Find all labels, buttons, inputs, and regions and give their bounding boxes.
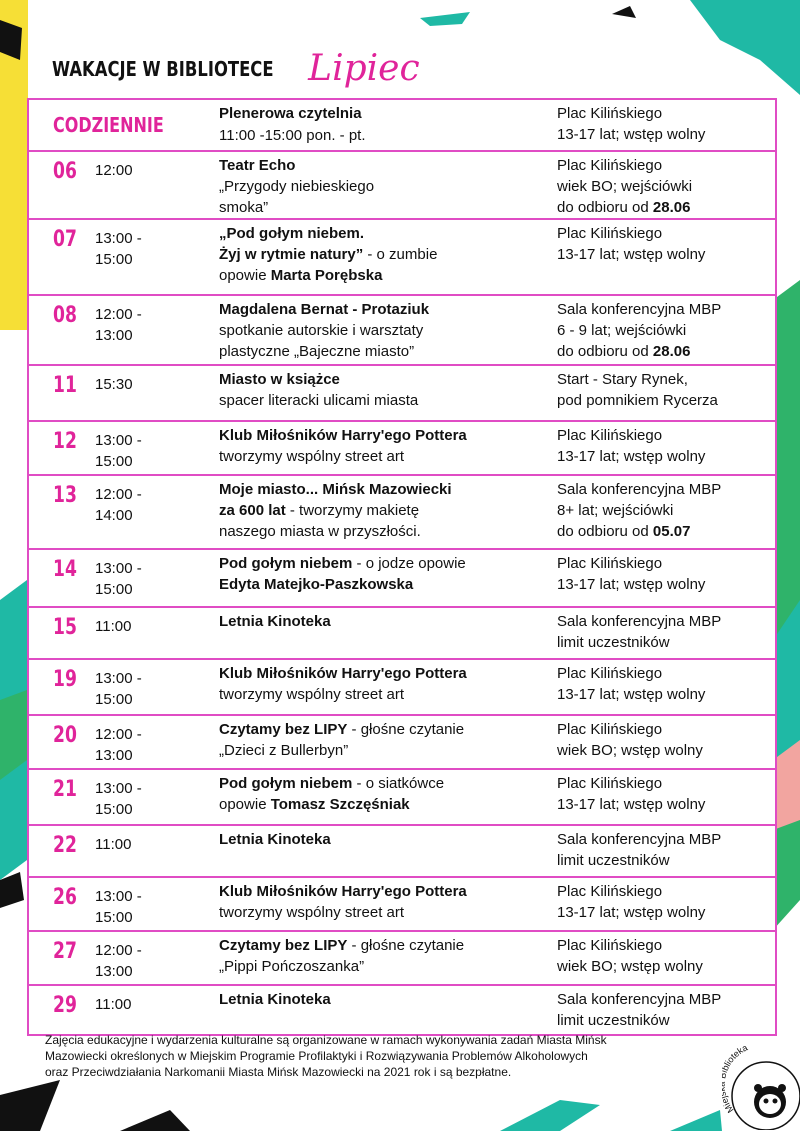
table-row — [29, 220, 775, 296]
time-end: 15:00 — [95, 909, 133, 926]
time-end: 13:00 — [95, 963, 133, 980]
time-end: 15:00 — [95, 801, 133, 818]
place-line: Plac Kilińskiego — [557, 775, 663, 792]
event-text: - tworzymy makietę — [285, 502, 420, 519]
day-number: 11 — [53, 373, 77, 398]
time-start: 15:30 — [95, 376, 133, 393]
event-title: Czytamy bez LIPY — [219, 937, 348, 954]
time-start: 13:00 - — [95, 560, 142, 577]
time-cell — [95, 304, 185, 346]
place-line: Plac Kilińskiego — [557, 883, 663, 900]
month-title: Lipiec — [308, 48, 420, 89]
place-line: Sala konferencyjna MBP — [557, 613, 722, 630]
place-line: do odbioru od — [557, 199, 653, 216]
event-cell — [219, 223, 539, 286]
event-cell — [219, 479, 539, 542]
event-text: opowie — [219, 267, 271, 284]
day-number: 14 — [53, 557, 77, 582]
time-start: 11:00 — [95, 836, 132, 853]
event-text: tworzymy wspólny street art — [219, 686, 405, 703]
place-line: Plac Kilińskiego — [557, 555, 663, 572]
time-cell — [95, 558, 185, 600]
day-number: 21 — [53, 777, 77, 802]
library-logo — [722, 1040, 800, 1130]
place-line: 13-17 lat; wstęp wolny — [557, 126, 706, 143]
time-cell — [95, 724, 185, 766]
table-row-daily — [29, 100, 775, 152]
event-cell — [219, 553, 539, 595]
time-cell — [95, 994, 185, 1015]
time-cell — [95, 484, 185, 526]
place-cell — [557, 553, 772, 595]
place-line: 6 - 9 lat; wejściówki — [557, 322, 687, 339]
time-start: 13:00 - — [95, 670, 142, 687]
day-number: 06 — [53, 159, 77, 184]
place-date: 28.06 — [652, 343, 691, 360]
event-person: Tomasz Szczęśniak — [270, 796, 410, 813]
page-header — [52, 44, 420, 89]
time-end: 13:00 — [95, 747, 133, 764]
place-line: do odbioru od — [557, 343, 653, 360]
event-title: Pod gołym niebem — [219, 555, 353, 572]
place-cell — [557, 299, 772, 362]
day-number: 13 — [53, 483, 77, 508]
place-cell — [557, 773, 772, 815]
time-end: 14:00 — [95, 507, 133, 524]
time-end: 15:00 — [95, 453, 133, 470]
time-cell — [95, 940, 185, 982]
time-start: 13:00 - — [95, 780, 142, 797]
place-line: Sala konferencyjna MBP — [557, 301, 722, 318]
day-number: 20 — [53, 723, 77, 748]
table-row — [29, 476, 775, 550]
event-cell — [219, 935, 539, 977]
place-line: do odbioru od — [557, 523, 653, 540]
time-end: 13:00 — [95, 327, 133, 344]
place-line: Sala konferencyjna MBP — [557, 831, 722, 848]
time-cell — [95, 616, 185, 637]
event-cell — [219, 103, 539, 146]
footer-line: Zajęcia edukacyjne i wydarzenia kulturalne są organizowane w ramach wykonywania zadań Miasta Mińsk — [45, 1033, 607, 1047]
place-cell — [557, 103, 772, 145]
place-line: 13-17 lat; wstęp wolny — [557, 448, 706, 465]
table-row — [29, 770, 775, 826]
day-number: 27 — [53, 939, 77, 964]
place-cell — [557, 155, 772, 218]
place-cell — [557, 663, 772, 705]
event-title: Moje miasto... Mińsk Mazowiecki — [219, 481, 452, 498]
place-line: 8+ lat; wejściówki — [557, 502, 674, 519]
event-text: spotkanie autorskie i warsztaty — [219, 322, 424, 339]
time-start: 12:00 - — [95, 942, 142, 959]
time-start: 11:00 — [95, 618, 132, 635]
event-cell — [219, 369, 539, 411]
event-text: - głośne czytanie — [347, 721, 465, 738]
time-cell — [95, 668, 185, 710]
table-row — [29, 296, 775, 366]
table-row — [29, 152, 775, 220]
page-title: WAKACJE W BIBLIOTECE — [52, 57, 274, 81]
event-cell — [219, 719, 539, 761]
logo-text: Mi lioteka — [722, 1042, 750, 1115]
event-title: „Pod gołym niebem. — [219, 225, 365, 242]
event-text: - o siatkówce — [352, 775, 445, 792]
table-row — [29, 366, 775, 422]
time-start: 13:00 - — [95, 432, 142, 449]
place-cell — [557, 223, 772, 265]
daily-label: CODZIENNIE — [53, 113, 164, 137]
event-text: plastyczne „Bajeczne miasto” — [219, 343, 415, 360]
time-start: 12:00 - — [95, 486, 142, 503]
table-row — [29, 986, 775, 1036]
event-text: tworzymy wspólny street art — [219, 904, 405, 921]
time-cell — [95, 778, 185, 820]
time-start: 12:00 — [95, 162, 133, 179]
place-line: wiek BO; wejściówki — [557, 178, 693, 195]
event-title: Miasto w książce — [219, 371, 340, 388]
event-title: Klub Miłośników Harry'ego Pottera — [219, 427, 467, 444]
place-line: Start - Stary Rynek, — [557, 371, 688, 388]
event-text: naszego miasta w przyszłości. — [219, 523, 421, 540]
place-line: 13-17 lat; wstęp wolny — [557, 246, 706, 263]
place-line: wiek BO; wstęp wolny — [557, 958, 703, 975]
time-start: 13:00 - — [95, 230, 142, 247]
event-text: „Dzieci z Bullerbyn” — [219, 742, 349, 759]
time-end: 15:00 — [95, 581, 133, 598]
day-number: 19 — [53, 667, 77, 692]
place-cell — [557, 935, 772, 977]
time-start: 12:00 - — [95, 726, 142, 743]
day-number: 15 — [53, 615, 77, 640]
day-number: 26 — [53, 885, 77, 910]
event-title: Plenerowa czytelnia — [219, 105, 362, 122]
event-person: Marta Porębska — [270, 267, 383, 284]
table-row — [29, 878, 775, 932]
event-text: smoka” — [219, 199, 269, 216]
event-cell — [219, 989, 539, 1010]
place-line: 13-17 lat; wstęp wolny — [557, 904, 706, 921]
footer-note — [45, 1032, 745, 1080]
table-row — [29, 660, 775, 716]
event-cell — [219, 611, 539, 632]
day-number: 08 — [53, 303, 77, 328]
footer-line: Mazowiecki określonych w Miejskim Programie Profilaktyki i Rozwiązywania Problemów Alkoholowych — [45, 1049, 588, 1063]
table-row — [29, 716, 775, 770]
event-title: Letnia Kinoteka — [219, 831, 331, 848]
event-time: 11:00 -15:00 pon. - pt. — [219, 127, 366, 144]
event-text: - o jodze opowie — [352, 555, 466, 572]
place-line: pod pomnikiem Rycerza — [557, 392, 718, 409]
day-number: 12 — [53, 429, 77, 454]
event-cell — [219, 425, 539, 467]
event-title: Czytamy bez LIPY — [219, 721, 348, 738]
day-number: 29 — [53, 993, 77, 1018]
place-date: 05.07 — [652, 523, 691, 540]
place-line: Plac Kilińskiego — [557, 105, 663, 122]
place-line: Plac Kilińskiego — [557, 225, 663, 242]
time-end: 15:00 — [95, 691, 133, 708]
event-title: Klub Miłośników Harry'ego Pottera — [219, 665, 467, 682]
footer-line: oraz Przeciwdziałania Narkomanii Miasta Mińsk Mazowiecki na 2021 rok i są bezpłatne. — [45, 1065, 512, 1079]
event-title: Teatr Echo — [219, 157, 296, 174]
event-cell — [219, 155, 539, 218]
table-row — [29, 422, 775, 476]
place-cell — [557, 479, 772, 542]
place-line: Plac Kilińskiego — [557, 427, 663, 444]
event-title: Żyj w rytmie natury” — [219, 246, 364, 263]
panda-icon — [722, 1040, 800, 1130]
place-line: Plac Kilińskiego — [557, 157, 663, 174]
place-cell — [557, 425, 772, 467]
event-title: Klub Miłośników Harry'ego Pottera — [219, 883, 467, 900]
event-text: tworzymy wspólny street art — [219, 448, 405, 465]
event-text: - głośne czytanie — [347, 937, 465, 954]
place-line: Sala konferencyjna MBP — [557, 991, 722, 1008]
place-line: Plac Kilińskiego — [557, 721, 663, 738]
place-line: Plac Kilińskiego — [557, 665, 663, 682]
place-line: 13-17 lat; wstęp wolny — [557, 576, 706, 593]
event-title: Magdalena Bernat - Protaziuk — [219, 301, 430, 318]
event-text: „Przygody niebieskiego — [219, 178, 375, 195]
place-line: 13-17 lat; wstęp wolny — [557, 686, 706, 703]
time-start: 11:00 — [95, 996, 132, 1013]
place-cell — [557, 369, 772, 411]
event-cell — [219, 829, 539, 850]
place-line: limit uczestników — [557, 634, 670, 651]
event-title: Pod gołym niebem — [219, 775, 353, 792]
time-start: 13:00 - — [95, 888, 142, 905]
event-cell — [219, 881, 539, 923]
place-cell — [557, 719, 772, 761]
schedule-table — [27, 98, 777, 1036]
time-cell — [95, 228, 185, 270]
place-line: limit uczestników — [557, 852, 670, 869]
event-cell — [219, 773, 539, 815]
place-cell — [557, 989, 772, 1031]
place-line: wiek BO; wstęp wolny — [557, 742, 703, 759]
time-end: 15:00 — [95, 251, 133, 268]
time-start: 12:00 - — [95, 306, 142, 323]
event-text: opowie — [219, 796, 271, 813]
place-date: 28.06 — [652, 199, 691, 216]
table-row — [29, 932, 775, 986]
time-cell — [95, 374, 185, 395]
time-cell — [95, 160, 185, 181]
table-row — [29, 826, 775, 878]
event-text: spacer literacki ulicami miasta — [219, 392, 419, 409]
event-title: Edyta Matejko-Paszkowska — [219, 576, 414, 593]
event-title: Letnia Kinoteka — [219, 613, 331, 630]
event-cell — [219, 299, 539, 362]
event-text: - o zumbie — [363, 246, 438, 263]
event-title: za 600 lat — [219, 502, 286, 519]
event-text: „Pippi Pończoszanka” — [219, 958, 365, 975]
place-line: Plac Kilińskiego — [557, 937, 663, 954]
event-cell — [219, 663, 539, 705]
table-row — [29, 550, 775, 608]
day-number: 22 — [53, 833, 77, 858]
place-line: limit uczestników — [557, 1012, 670, 1029]
day-number: 07 — [53, 227, 77, 252]
time-cell — [95, 886, 185, 928]
place-cell — [557, 829, 772, 871]
place-line: 13-17 lat; wstęp wolny — [557, 796, 706, 813]
place-cell — [557, 611, 772, 653]
table-row — [29, 608, 775, 660]
place-line: Sala konferencyjna MBP — [557, 481, 722, 498]
time-cell — [95, 430, 185, 472]
time-cell — [95, 834, 185, 855]
event-title: Letnia Kinoteka — [219, 991, 331, 1008]
place-cell — [557, 881, 772, 923]
